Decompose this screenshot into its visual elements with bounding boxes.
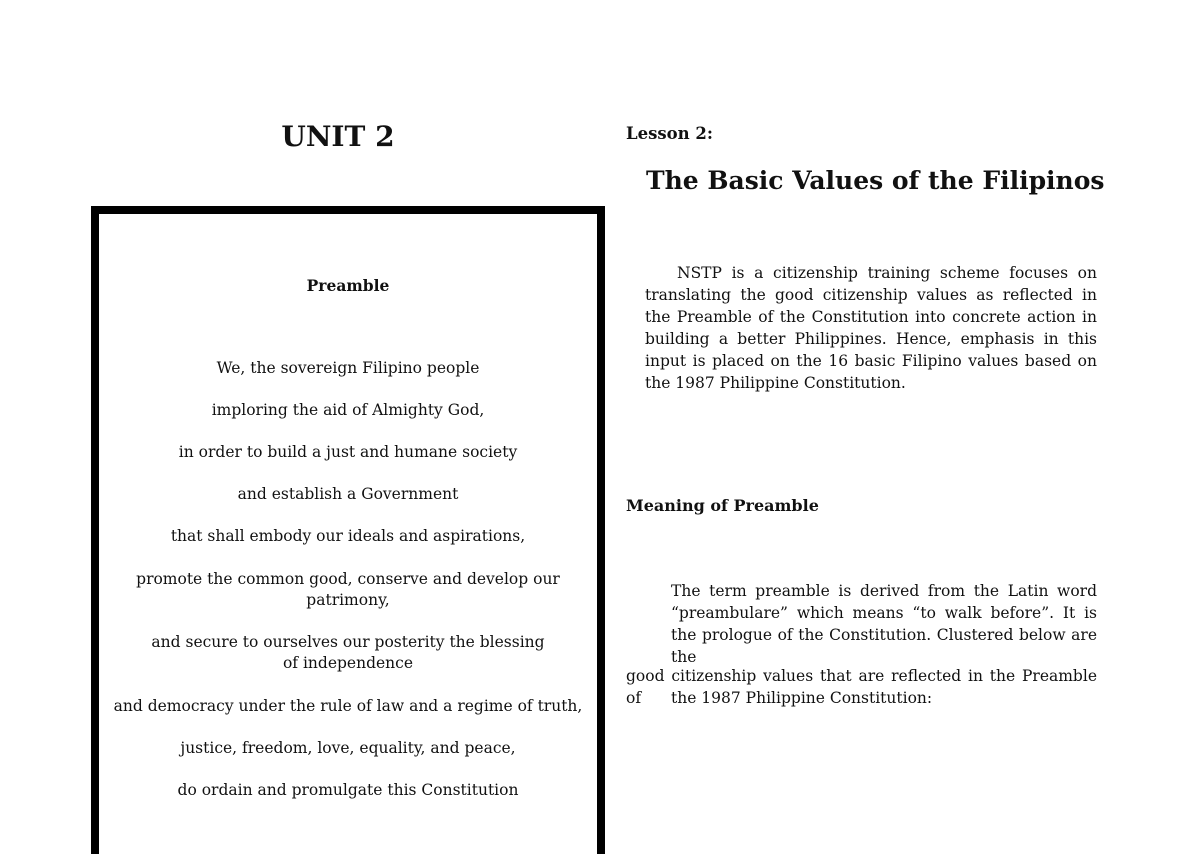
lesson-title: The Basic Values of the Filipinos (646, 166, 1105, 195)
unit-title: UNIT 2 (281, 120, 395, 153)
preamble-line: that shall embody our ideals and aspirations, (170, 527, 526, 545)
preamble-line: do ordain and promulgate this Constitution (177, 781, 519, 799)
preamble-line: We, the sovereign Filipino people (216, 359, 480, 377)
intro-text: NSTP is a citizenship training scheme focuses on translating the good citizenship values as reflected in the Preamble of the Constitution into concrete action in building a better Philippines. Hence, emphasis in this input is placed on the 16 basic Filipino values based on the 1987 Philippine Constitution. (645, 264, 1097, 392)
lesson-label: Lesson 2: (626, 124, 713, 143)
preamble-line: in order to build a just and humane society (178, 443, 518, 461)
preamble-line: justice, freedom, love, equality, and peace, (180, 739, 516, 757)
preamble-line: imploring the aid of Almighty God, (211, 401, 485, 419)
meaning-heading: Meaning of Preamble (626, 496, 819, 515)
preamble-line: and democracy under the rule of law and a regime of truth, (113, 697, 583, 715)
preamble-heading: Preamble (306, 276, 390, 295)
meaning-continuation-line: good citizenship values that are reflected in the Preamble of (626, 667, 1097, 707)
intro-paragraph (645, 262, 1097, 394)
preamble-line: promote the common good, conserve and develop our patrimony, (136, 570, 560, 609)
meaning-continuation-line: the 1987 Philippine Constitution: (671, 689, 933, 707)
meaning-paragraph: The term preamble is derived from the Latin word “preambulare” which means “to walk before”. It is the prologue of the Constitution. Clustered below are the (671, 582, 1097, 666)
preamble-line: and secure to ourselves our posterity the blessing of independence (151, 633, 545, 672)
preamble-line: and establish a Government (237, 485, 459, 503)
